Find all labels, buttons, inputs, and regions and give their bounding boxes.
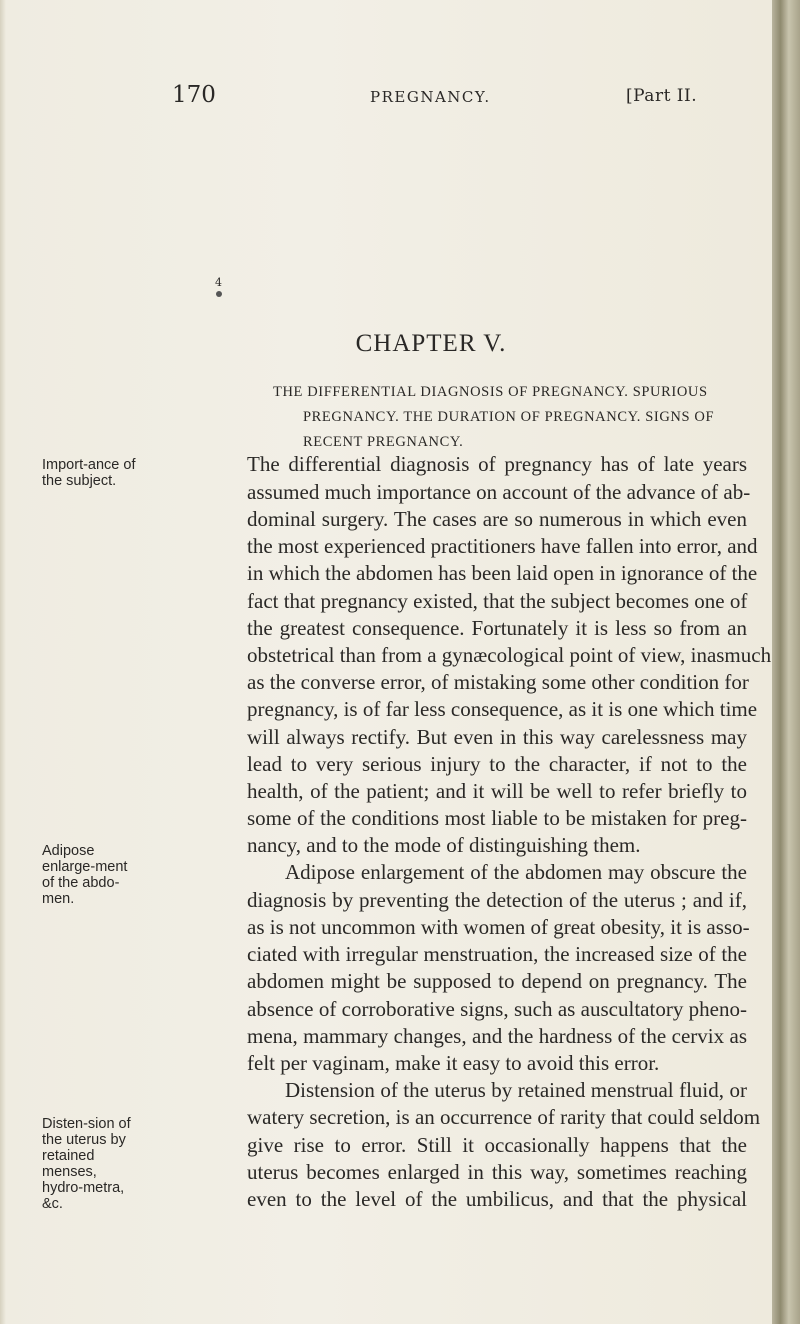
text-line: diagnosis by preventing the detection of the uterus ; and if, [247, 888, 747, 912]
text-line: ciated with irregular menstruation, the increased size of the [247, 942, 747, 966]
text-line: Distension of the uterus by retained menstrual fluid, or [285, 1078, 747, 1102]
text-line: as is not uncommon with women of great obesity, it is asso- [247, 915, 750, 939]
text-line: will always rectify. But even in this way carelessness may [247, 725, 747, 749]
marginal-note: Disten-sion of the uterus by retained menses, hydro-metra, &c. [42, 1116, 131, 1212]
text-line: the greatest consequence. Fortunately it is less so from an [247, 616, 747, 640]
text-line: the most experienced practitioners have fallen into error, and [247, 534, 758, 558]
dot-mark [216, 291, 222, 297]
text-line: absence of corroborative signs, such as auscultatory pheno- [247, 997, 747, 1021]
text-line: dominal surgery. The cases are so numerous in which even [247, 507, 747, 531]
text-line: The differential diagnosis of pregnancy has of late years [247, 452, 747, 476]
marginal-note: Import-ance of the subject. [42, 457, 136, 489]
text-line: assumed much importance on account of the advance of ab- [247, 480, 751, 504]
text-line: give rise to error. Still it occasionally happens that the [247, 1133, 747, 1157]
page-header [0, 82, 772, 110]
text-line: mena, mammary changes, and the hardness of the cervix as [247, 1024, 747, 1048]
text-line: uterus becomes enlarged in this way, sometimes reaching [247, 1160, 747, 1184]
running-head: PREGNANCY. [370, 88, 491, 106]
chapter-title: CHAPTER V. [355, 330, 507, 357]
part-label: [Part II. [626, 86, 698, 106]
text-line: pregnancy, is of far less consequence, as it is one which time [247, 697, 758, 721]
text-line: nancy, and to the mode of distinguishing them. [247, 833, 641, 857]
page-number: 170 [172, 82, 216, 108]
text-line: in which the abdomen has been laid open in ignorance of the [247, 561, 758, 585]
marginal-note: Adipose enlarge-ment of the abdo-men. [42, 843, 128, 907]
text-line: lead to very serious injury to the character, if not to the [247, 752, 747, 776]
text-line: abdomen might be supposed to depend on pregnancy. The [247, 969, 747, 993]
text-line: as the converse error, of mistaking some other condition for [247, 670, 749, 694]
text-line: fact that pregnancy existed, that the subject becomes one of [247, 589, 748, 613]
printer-mark: 4 [215, 276, 222, 289]
book-edge [772, 0, 800, 1324]
chapter-summary: THE DIFFERENTIAL DIAGNOSIS OF PREGNANCY. SPURIOUS PREGNANCY. THE DURATION OF PREGNANCY. SIGNS OF RECENT PREGNANCY. [273, 384, 715, 450]
page-gutter [0, 0, 6, 1324]
text-line: Adipose enlargement of the abdomen may obscure the [285, 860, 747, 884]
text-line: health, of the patient; and it will be well to refer briefly to [247, 779, 747, 803]
text-line: watery secretion, is an occurrence of rarity that could seldom [247, 1105, 761, 1129]
text-line: some of the conditions most liable to be mistaken for preg- [247, 806, 747, 830]
text-line: even to the level of the umbilicus, and that the physical [247, 1187, 747, 1211]
text-line: obstetrical than from a gynæcological point of view, inasmuch [247, 643, 772, 667]
text-line: felt per vaginam, make it easy to avoid this error. [247, 1051, 660, 1075]
